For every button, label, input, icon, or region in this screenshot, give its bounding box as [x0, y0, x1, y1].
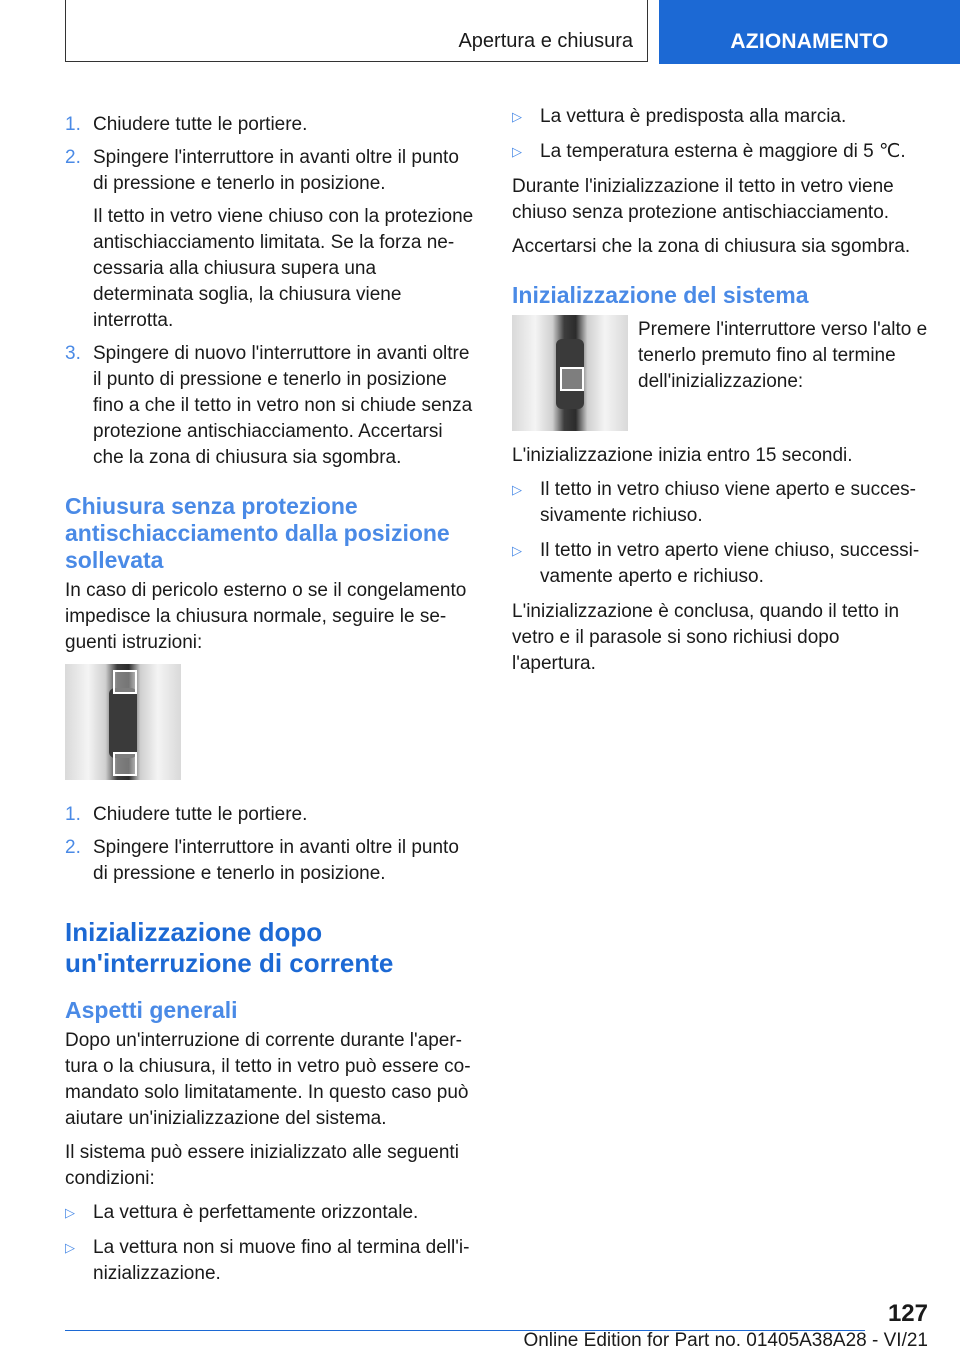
left-column — [65, 112, 477, 1296]
initialization-steps-list — [512, 477, 928, 590]
bullet-text: La temperatura esterna è maggiore di 5 ℃. — [540, 141, 906, 162]
step-number: 1. — [65, 114, 81, 135]
list-item — [512, 104, 928, 130]
figure-caption: Premere l'interruttore verso l'alto e tenerlo premuto fino al termine dell'inizializzazione: — [638, 319, 928, 392]
paragraph: L'inizializzazione è conclusa, quando il tetto in vetro e il parasole si sono richiusi dopo l'apertura. — [512, 601, 900, 674]
steps-list-1 — [65, 112, 477, 471]
conditions-list — [65, 1200, 477, 1287]
switch-up-illustration — [512, 315, 628, 431]
page-number: 127 — [887, 1300, 928, 1327]
list-item — [65, 835, 477, 887]
bullet-text: La vettura è perfettamente orizzontale. — [93, 1202, 419, 1223]
bullet-text: Il tetto in vetro chiuso viene aperto e successivamente richiuso. — [540, 479, 916, 526]
roof-switch-icon — [109, 688, 137, 758]
arrow-down-icon — [113, 752, 137, 776]
arrow-up-icon — [113, 670, 137, 694]
list-item — [65, 1235, 477, 1287]
triangle-bullet-icon: ▷ — [512, 144, 522, 159]
heading-closing-without-protection: Chiusura senza protezione antischiacciamento dalla posizione sollevata — [65, 493, 450, 573]
bullet-text: La vettura non si muove fino al termina dell'inizializzazione. — [93, 1237, 470, 1284]
step-text: Chiudere tutte le portiere. — [93, 804, 308, 825]
paragraph: Durante l'inizializzazione il tetto in vetro viene chiuso senza protezione antischiacciamento. — [512, 176, 894, 223]
list-item — [65, 1200, 477, 1226]
header-section-box — [65, 0, 648, 62]
steps-list-2 — [65, 802, 477, 887]
right-column — [512, 104, 928, 685]
chapter-title: AZIONAMENTO — [730, 30, 889, 53]
bullet-text: Il tetto in vetro aperto viene chiuso, successivamente aperto e richiuso. — [540, 540, 920, 587]
list-item — [512, 538, 928, 590]
step-number: 2. — [65, 837, 81, 858]
step-text: Chiudere tutte le portiere. — [93, 114, 308, 135]
paragraph: Il sistema può essere inizializzato alle seguenti condizioni: — [65, 1142, 459, 1189]
conditions-list-continued — [512, 104, 928, 165]
list-item — [65, 112, 477, 138]
paragraph: Dopo un'interruzione di corrente durante l'apertura o la chiusura, il tetto in vetro può essere comandato solo limitatamente. In questo caso può aiutare un'inizializzazione del sistema. — [65, 1030, 471, 1129]
step-text: Spingere di nuovo l'interruttore in avanti oltre il punto di pressione e tenerlo in posizione fino a che il tetto in vetro non si chiude senza protezione antischiacciamento. Accertarsi che la zona di chiusura sia sgombra. — [93, 343, 473, 468]
triangle-bullet-icon: ▷ — [65, 1240, 75, 1255]
arrow-up-icon — [560, 367, 584, 391]
bullet-text: La vettura è predisposta alla marcia. — [540, 106, 847, 127]
heading-system-initialization: Inizializzazione del sistema — [512, 282, 809, 308]
step-text: Spingere l'interruttore in avanti oltre il punto di pressione e tenerlo in posizione. — [93, 837, 459, 884]
step-number: 1. — [65, 804, 81, 825]
step-number: 2. — [65, 147, 81, 168]
figure-with-caption — [512, 315, 928, 431]
paragraph: Accertarsi che la zona di chiusura sia sgombra. — [512, 236, 911, 257]
heading-general: Aspetti generali — [65, 997, 238, 1023]
triangle-bullet-icon: ▷ — [512, 109, 522, 124]
switch-up-down-illustration — [65, 664, 181, 780]
triangle-bullet-icon: ▷ — [512, 482, 522, 497]
step-number: 3. — [65, 343, 81, 364]
list-item — [65, 802, 477, 828]
triangle-bullet-icon: ▷ — [65, 1205, 75, 1220]
heading-initialization-after-power-loss: Inizializzazione dopo un'interruzione di corrente — [65, 917, 394, 978]
list-item — [512, 477, 928, 529]
triangle-bullet-icon: ▷ — [512, 543, 522, 558]
edition-info: Online Edition for Part no. 01405A38A28 - VI/21 — [523, 1330, 928, 1351]
step-text: Spingere l'interruttore in avanti oltre il punto di pressione e tenerlo in posizione. — [93, 147, 459, 194]
list-item — [65, 145, 477, 334]
list-item — [65, 341, 477, 471]
paragraph: L'inizializzazione inizia entro 15 secondi. — [512, 445, 853, 466]
list-item — [512, 139, 928, 165]
chapter-tab[interactable] — [659, 0, 960, 64]
paragraph: In caso di pericolo esterno o se il congelamento impedisce la chiusura normale, seguire le seguenti istruzioni: — [65, 580, 467, 653]
step-note: Il tetto in vetro viene chiuso con la protezione antischiacciamento limitata. Se la forza necessaria alla chiusura supera una determinata soglia, la chiusura viene interrotta. — [93, 206, 474, 331]
section-title: Apertura e chiusura — [458, 30, 633, 52]
